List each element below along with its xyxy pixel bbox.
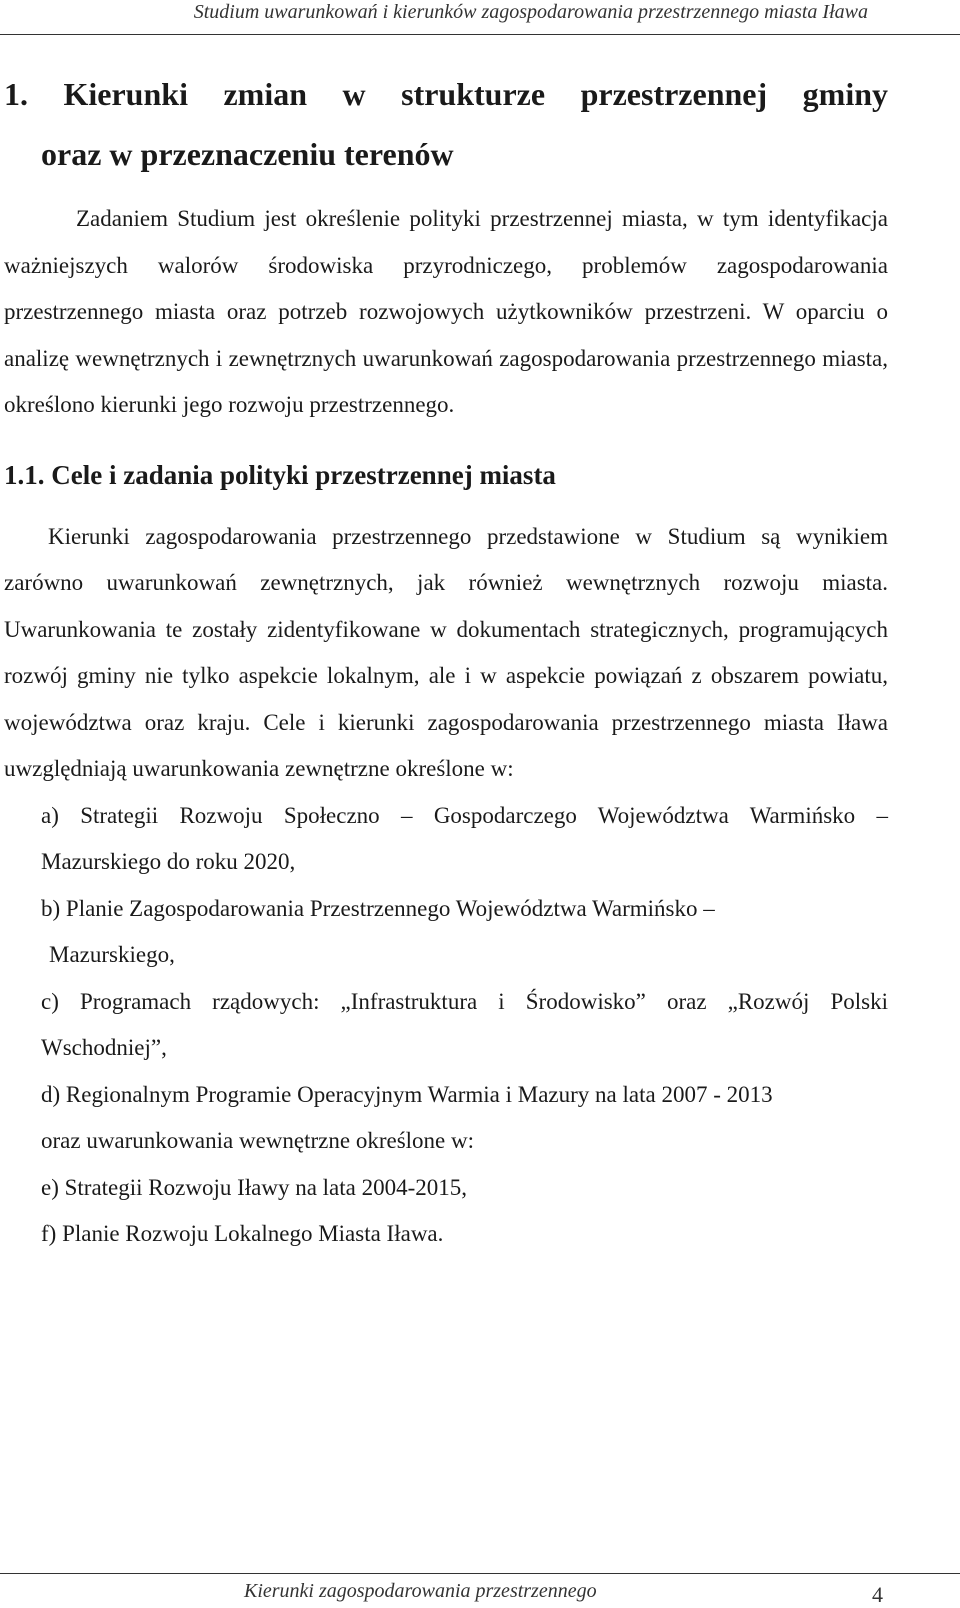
section-paragraph: Kierunki zagospodarowania przestrzennego przedstawione w Studium są wynikiem zarówno uwarunkowań zewnętrznych, jak również wewnętrznych rozwoju miasta. Uwarunkowania te zostały zidentyfikowane w dokumentach strategicznych, programujących rozwój gminy nie tylko aspekcie lokalnym, ale i w aspekcie powiązań z obszarem powiatu, województwa oraz kraju. Cele i kierunki zagospodarowania przestrzennego miasta Iława uwzględniają uwarunkowania zewnętrzne określone w:: [4, 523, 888, 781]
running-header-title: Studium uwarunkowań i kierunków zagospodarowania przestrzennego miasta Iława: [193, 1, 868, 23]
running-footer-title: Kierunki zagospodarowania przestrzennego: [244, 1580, 597, 1602]
page-number: 4: [872, 1582, 883, 1607]
list-item: b) Planie Zagospodarowania Przestrzennego Województwa Warmińsko –: [41, 895, 715, 921]
intro-paragraph: Zadaniem Studium jest określenie polityki przestrzennej miasta, w tym identyfikacja ważniejszych walorów środowiska przyrodniczego, problemów zagospodarowania przestrzennego miasta oraz potrzeb rozwojowych użytkowników przestrzeni. W oparciu o analizę wewnętrznych i zewnętrznych uwarunkowań zagospodarowania przestrzennego miasta, określono kierunki jego rozwoju przestrzennego.: [4, 206, 888, 417]
running-footer: [0, 1573, 960, 1605]
section-heading: 1.1. Cele i zadania polityki przestrzennej miasta: [4, 459, 556, 490]
internal-conditions-intro: oraz uwarunkowania wewnętrzne określone w:: [41, 1128, 474, 1153]
running-header: [0, 0, 960, 35]
external-conditions-list: [4, 793, 888, 1258]
list-item: a) Strategii Rozwoju Społeczno – Gospodarczego Województwa Warmińsko – Mazurskiego do roku 2020,: [41, 802, 888, 874]
chapter-heading: [4, 64, 888, 184]
list-item: e) Strategii Rozwoju Iławy na lata 2004-2015,: [41, 1174, 468, 1200]
chapter-heading-line-1: 1. Kierunki zmian w strukturze przestrzennej gminy: [4, 76, 888, 112]
list-item-continuation-text: Mazurskiego,: [49, 942, 175, 967]
page-content: [4, 64, 888, 1258]
list-item-continuation: [41, 932, 888, 979]
chapter-heading-line-2: oraz w przeznaczeniu terenów: [41, 136, 454, 172]
list-item: f) Planie Rozwoju Lokalnego Miasta Iława.: [41, 1221, 444, 1246]
list-item: d) Regionalnym Programie Operacyjnym Warmia i Mazury na lata 2007 - 2013: [41, 1081, 773, 1107]
list-item: c) Programach rządowych: „Infrastruktura i Środowisko” oraz „Rozwój Polski Wschodniej”,: [41, 988, 888, 1060]
